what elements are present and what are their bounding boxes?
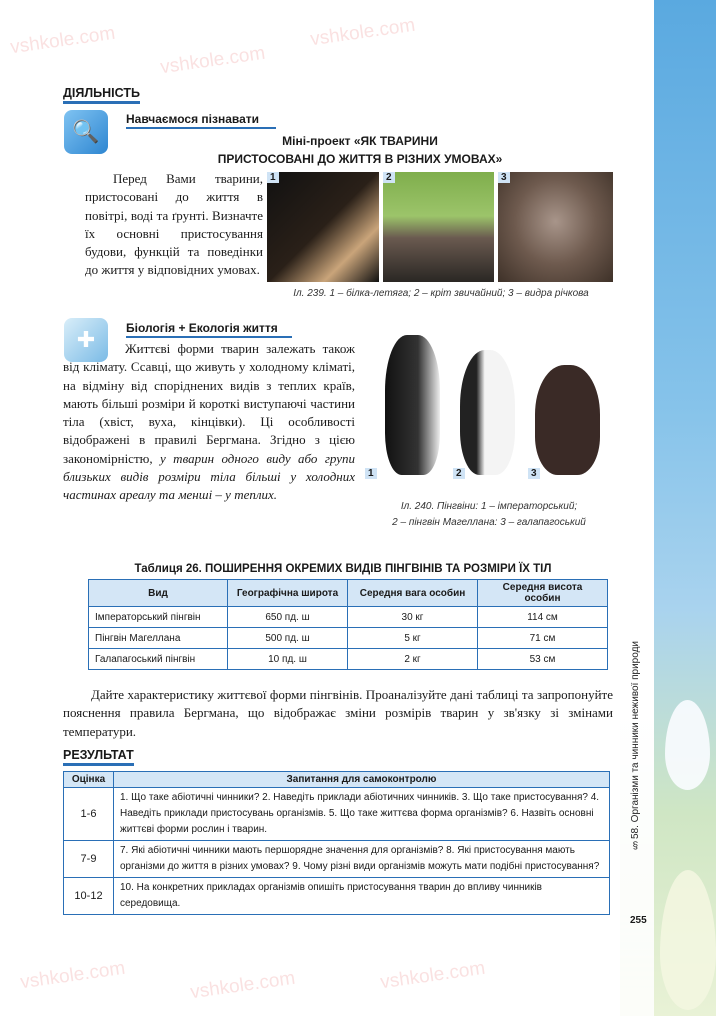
column-header: Середня вага особин (348, 580, 478, 607)
figure-240-caption: 2 – пінгвін Магеллана: 3 – галапагоський (392, 517, 586, 528)
project-title: ПРИСТОСОВАНІ ДО ЖИТТЯ В РІЗНИХ УМОВАХ» (217, 152, 503, 166)
figure-239 (267, 172, 613, 282)
questions-cell: 7. Які абіотичні чинники мають першорядне значення для організмів? 8. Які пристосування мають організми до життя в різних умовах? 9. Чому різні види організмів можуть мати подібні пристосування? (114, 841, 610, 878)
column-header: Запитання для самоконтролю (114, 772, 610, 788)
watermark: vshkole.com (308, 14, 417, 51)
cell: 53 см (478, 649, 608, 670)
activity-heading: ДІЯЛЬНІСТЬ (63, 86, 140, 104)
watermark: vshkole.com (378, 957, 487, 994)
column-header: Оцінка (64, 772, 114, 788)
cell: 500 пд. ш (228, 628, 348, 649)
result-heading: РЕЗУЛЬТАТ (63, 748, 134, 766)
figure-label: 3 (498, 172, 510, 183)
figure-label: 2 (453, 468, 465, 479)
figure-label: 1 (365, 468, 377, 479)
otter-photo (498, 172, 613, 282)
learn-subheading: Навчаємося пізнавати (126, 112, 276, 129)
table-row (64, 788, 610, 841)
watermark: vshkole.com (8, 22, 117, 59)
grade-cell: 7-9 (64, 841, 114, 878)
self-check-table (63, 771, 610, 915)
questions-cell: 1. Що таке абіотичні чинники? 2. Наведіть приклади абіотичних чинників. 3. Що таке пристосування? 4. Наведіть приклади пристосувань організмів. 5. Що таке життєва форма організмів? 6. Назвіть основні життєві форми рослин і тварин. (114, 788, 610, 841)
figure-240-caption: Іл. 240. Пінгвіни: 1 – імператорський; (400, 501, 578, 512)
grade-cell: 1-6 (64, 788, 114, 841)
cell: 5 кг (348, 628, 478, 649)
emperor-penguin (385, 335, 440, 475)
penguin-table (88, 579, 608, 670)
bio-text-plain: Життєві форми тварин залежать також від клімату. Ссавці, що живуть у холодному кліматі, на відміну від споріднених видів з теплих країв, мають більші розміри й короткі виступаючі частини тіла (хвіст, вуха, кінцівки). Ці особливості відображені в правилі Бергмана. Згідно з цією закономірністю, (63, 341, 355, 466)
figure-label: 2 (383, 172, 395, 183)
table-title: Таблиця 26. ПОШИРЕННЯ ОКРЕМИХ ВИДІВ ПІНГВІНІВ ТА РОЗМІРИ ЇХ ТІЛ (134, 563, 552, 575)
watermark: vshkole.com (158, 42, 267, 79)
watermark: vshkole.com (188, 967, 297, 1004)
table-row (89, 628, 608, 649)
magnifier-icon: 🔍 (64, 110, 108, 154)
mole-photo (383, 172, 494, 282)
watermark: vshkole.com (18, 957, 127, 994)
figure-label: 1 (267, 172, 279, 183)
grade-cell: 10-12 (64, 878, 114, 915)
table-row (64, 878, 610, 915)
figure-239-caption: Іл. 239. 1 – білка-летяга; 2 – кріт звичайний; 3 – видра річкова (293, 288, 589, 299)
cell: 10 пд. ш (228, 649, 348, 670)
cell: 71 см (478, 628, 608, 649)
bio-text-italic: у тварин одного виду або групи близьких видів розміри тіла більші у холодних частинах ареалу та менші – у теплих. (63, 450, 355, 503)
cell: 650 пд. ш (228, 607, 348, 628)
cell: Пінгвін Магеллана (89, 628, 228, 649)
project-title: Міні-проект «ЯК ТВАРИНИ (282, 134, 438, 148)
cell: Імператорський пінгвін (89, 607, 228, 628)
column-header: Географічна широта (228, 580, 348, 607)
section-title: §58. Організми та чинники неживої природи (630, 640, 641, 850)
magellanic-penguin (460, 350, 515, 475)
flying-squirrel-photo (267, 172, 379, 282)
table-row (89, 607, 608, 628)
bio-subheading: Біологія + Екологія життя (126, 321, 292, 338)
sidebar-strip (620, 0, 654, 1016)
cell: 2 кг (348, 649, 478, 670)
page-number: 255 (630, 915, 647, 926)
questions-cell: 10. На конкретних прикладах організмів опишіть пристосування тварин до впливу чинників середовища. (114, 878, 610, 915)
learn-text: Перед Вами тварини, пристосовані до життя в повітрі, воді та ґрунті. Визначте їх основні пристосування будови, функцій та поведінки до життя у відповідних умовах. (85, 171, 263, 278)
column-header: Середня висота особин (478, 580, 608, 607)
figure-240 (365, 330, 615, 485)
bio-text (63, 340, 355, 505)
cell: 114 см (478, 607, 608, 628)
ecology-icon: ✚ (64, 318, 108, 362)
cell: Галапагоський пінгвін (89, 649, 228, 670)
table-row (89, 649, 608, 670)
cell: 30 кг (348, 607, 478, 628)
figure-label: 3 (528, 468, 540, 479)
table-row (64, 841, 610, 878)
task-text: Дайте характеристику життєвої форми пінгвінів. Проаналізуйте дані таблиці та запропонуйте пояснення правила Бергмана, що відображає зміни розмірів тварин у зв'язку зі змінами температури. (63, 687, 613, 739)
column-header: Вид (89, 580, 228, 607)
galapagos-penguin (535, 365, 600, 475)
